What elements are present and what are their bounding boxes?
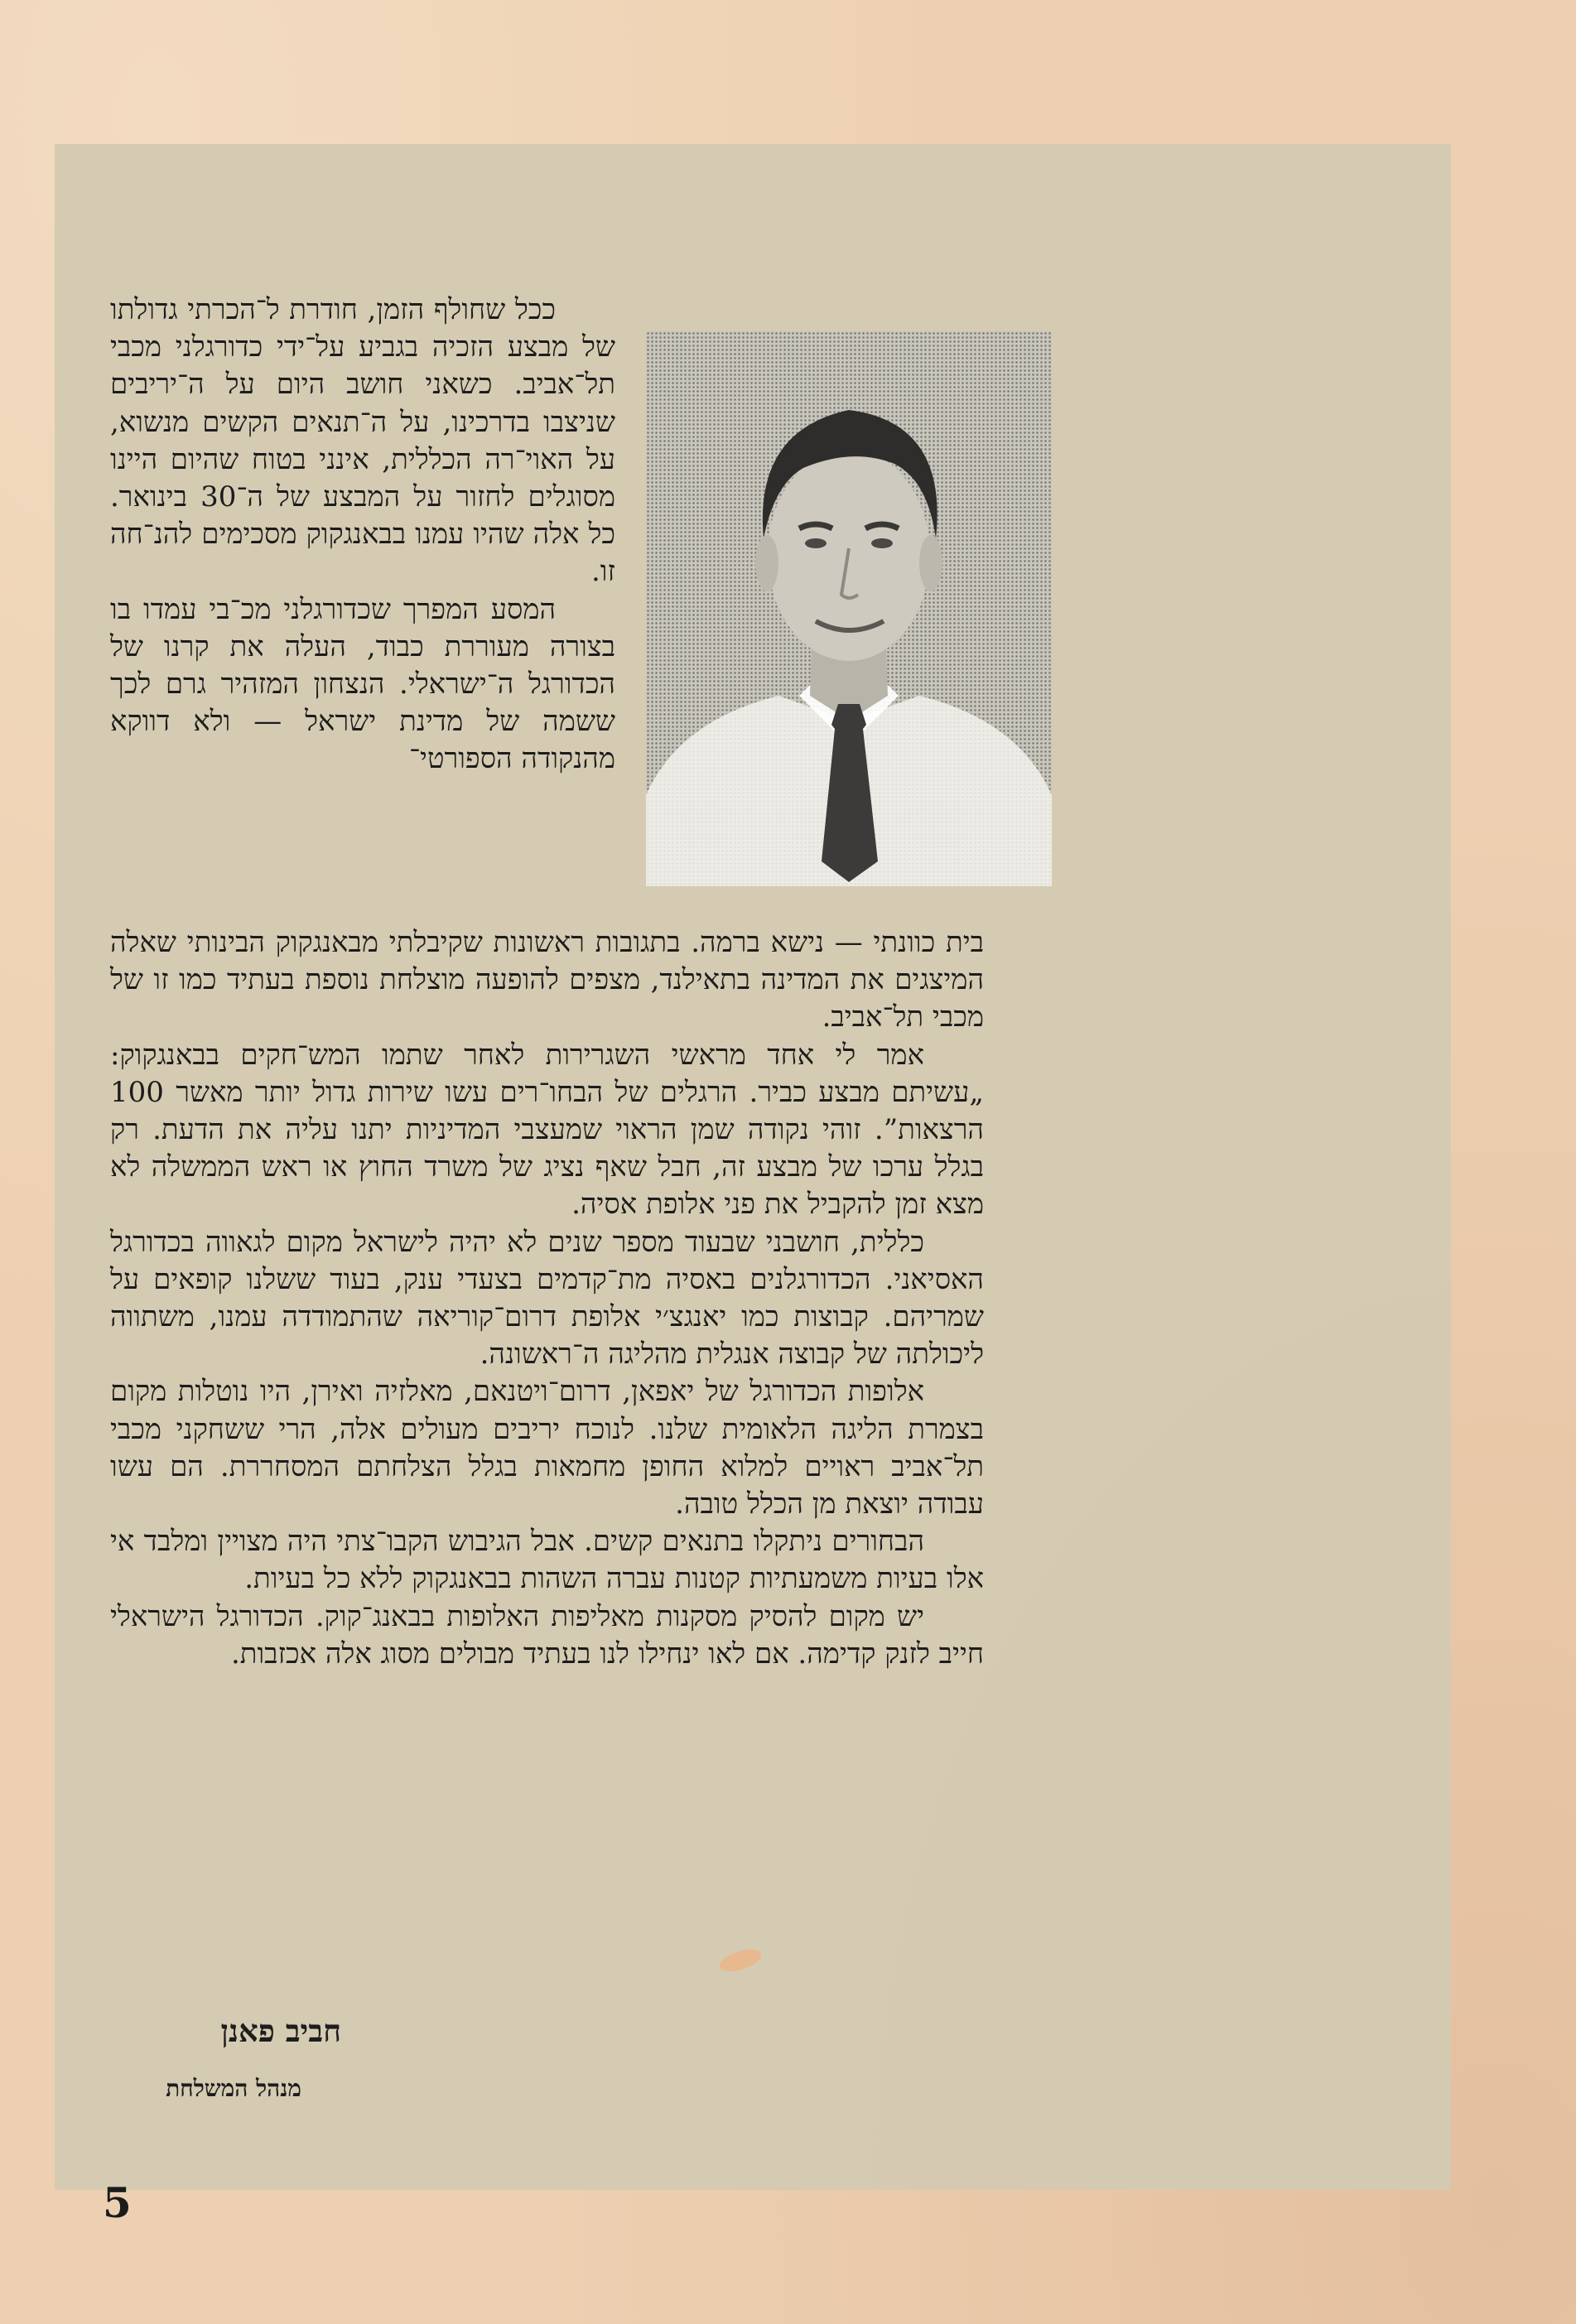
article-paragraph: הבחורים ניתקלו בתנאים קשים. אבל הגיבוש הקבו־צתי היה מצויין ומלבד אי אלו בעיות משמעתיות קטנות עברה השהות בבאנגקוק ללא כל בעיות. — [110, 1525, 984, 1596]
article-paragraph: אמר לי אחד מראשי השגרירות לאחר שתמו המש־חקים בבאנגקוק: „עשיתם מבצע כביר. הרגלים של הבחו־רים עשו שירות גדול יותר מאשר 100 הרצאות”. זוהי נקודה שמן הראוי שמעצבי המדיניות יתנו עליה את הדעת. רק בגלל ערכו של מבצע זה, חבל שאף נציג של משרד החוץ או ראש הממשלה לא מצא זמן להקביל את פני אלופת אסיה. — [110, 1038, 984, 1222]
article-paragraph: אלופות הכדורגל של יאפאן, דרום־ויטנאם, מאלזיה ואירן, היו נוטלות מקום בצמרת הליגה הלאומית שלנו. לנוכח יריבים מעולים אלה, הרי ששחקני מכבי תל־אביב ראויים למלוא החופן מחמאות בגלל הצלחתם המסחררת. הם עשו עבודה יוצאת מן הכלל טובה. — [110, 1375, 984, 1521]
signature-name: חביב פאנן — [220, 2013, 341, 2049]
article-paragraph: בית כוונתי — נישא ברמה. בתגובות ראשונות שקיבלתי מבאנגקוק הבינותי שאלה המיצגים את המדינה בתאילנד, מצפים להופעה מוצלחת נוספת בעתיד כמו זו של מכבי תל־אביב. — [110, 926, 984, 1034]
article-paragraph: ככל שחולף הזמן, חודרת ל־הכרתי גדולתו של מבצע הזכיה בגביע על־ידי כדורגלני מכבי תל־אביב. כשאני חושב היום על ה־יריבים שניצבו בדרכינו, על ה־תנאים הקשים מנשוא, על האוי־רה הכללית, אינני בטוח שהיום היינו מסוגלים לחזור על המבצע של ה־30 בינואר. כל אלה שהיו עמנו בבאנגקוק מסכימים להנ־חה זו. — [110, 293, 615, 589]
signature-block — [108, 2013, 356, 2103]
article-paragraph: כללית, חושבני שבעוד מספר שנים לא יהיה לישראל מקום לגאווה בכדורגל האסיאני. הכדורגלנים באסיה מת־קדמים בצעדי ענק, בעוד ששלנו קופאים על שמריהם. קבוצות כמו יאנגצ׳י אלופת דרום־קוריאה שהתמודדה עמנו, משתווה ליכולתה של קבוצה אנגלית מהליגה ה־ראשונה. — [110, 1225, 984, 1372]
article-column-narrow — [110, 292, 615, 779]
article-paragraph: המסע המפרך שכדורגלני מכ־בי עמדו בו בצורה מעוררת כבוד, העלה את קרנו של הכדורגל ה־ישראלי. הנצחון המזהיר גרם לכך ששמה של מדינת ישראל — ולא דווקא מהנקודה הספורטי־ — [110, 592, 615, 776]
page-number: 5 — [103, 2178, 132, 2227]
signature-title: מנהל המשלחת — [166, 2075, 301, 2102]
portrait-icon — [646, 331, 1052, 886]
article-paragraph: יש מקום להסיק מסקנות מאליפות האלופות בבאנג־קוק. הכדורגל הישראלי חייב לזנק קדימה. אם לאו ינחילו לנו בעתיד מבולים מסוג אלה אכזבות. — [110, 1599, 984, 1671]
portrait-photo — [646, 331, 1052, 886]
article-column-wide — [110, 924, 984, 1673]
